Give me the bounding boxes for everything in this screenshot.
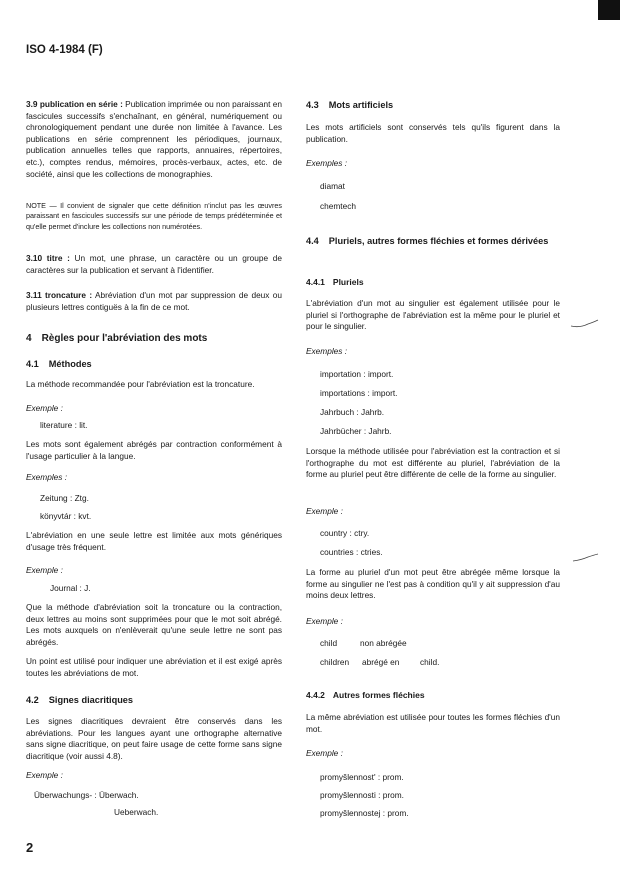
term-3-11: 3.11 troncature :	[26, 290, 93, 300]
section-4-1-para5: Un point est utilisé pour indiquer une abréviation et il est exigé après toutes les abréviations de mot.	[26, 656, 282, 678]
example-label: Exemple :	[26, 403, 63, 413]
example-item: child.	[420, 657, 440, 667]
section-4-2-para: Les signes diacritiques devraient être conservés dans les abréviations. Pour les langues ayant une orthographe alternative sans signe diacritique, on peut faire usage de cette forme sans signe diacritique (voir aussi 4.8).	[26, 716, 282, 761]
example-item: countries : ctries.	[320, 547, 383, 557]
example-item: importations : import.	[320, 388, 398, 398]
section-4-4-2-heading	[306, 690, 425, 700]
example-label: Exemples :	[306, 158, 348, 168]
section-4-4-2-title: Autres formes fléchies	[332, 690, 425, 700]
example-item: Journal : J.	[50, 583, 91, 593]
example-label: Exemples :	[306, 346, 348, 356]
section-4-number: 4	[26, 333, 32, 344]
corner-tab	[598, 0, 620, 20]
example-item: importation : import.	[320, 369, 394, 379]
section-4-4-number: 4.4	[306, 236, 319, 246]
example-item: Ueberwach.	[114, 807, 159, 817]
definition-3-9-text: Publication imprimée ou non paraissant en fascicules successifs s'enchaînant, en général, numériquement ou chronologiquement pendant une durée non limitée à l'avance. Les publications en série comprennent les périodiques, journaux, publication annuelles telles que rapports, annuaires, répertoires, etc.), comptes rendus, mémoires, procès-verbaux, actes, etc. de société, ainsi que les collections de monographies.	[26, 99, 282, 179]
example-item: promyšlennosti : prom.	[320, 790, 404, 800]
term-3-9: 3.9 publication en série :	[26, 99, 123, 109]
section-4-3-title: Mots artificiels	[328, 100, 394, 110]
definition-3-10-text: Un mot, une phrase, un caractère ou un groupe de caractères sur la publication et servant à l'identifier.	[26, 253, 282, 275]
example-item: chemtech	[320, 201, 356, 211]
page-number: 2	[26, 840, 34, 855]
example-label: Exemple :	[26, 565, 63, 575]
section-4-1-title: Méthodes	[48, 359, 92, 369]
example-item: promyšlennostej : prom.	[320, 808, 409, 818]
section-4-3-heading	[306, 99, 393, 112]
definition-3-10	[26, 253, 282, 276]
note: NOTE — Il convient de signaler que cette définition n'inclut pas les œuvres paraissant en fascicules successifs sur une période de temps prédéterminée et qu'elle permet d'inclure les collections non numérotées.	[26, 201, 282, 231]
example-item: children	[320, 657, 350, 667]
example-item: child	[320, 638, 338, 648]
example-label: Exemples :	[26, 472, 68, 482]
margin-mark	[572, 552, 600, 564]
example-item: non abrégée	[360, 638, 407, 648]
section-4-1-number: 4.1	[26, 359, 39, 369]
example-item: könyvtár : kvt.	[40, 511, 92, 521]
standard-code: ISO 4-1984 (F)	[26, 44, 103, 56]
example-item: promyšlennost' : prom.	[320, 772, 404, 782]
section-4-heading	[26, 333, 207, 344]
example-label: Exemple :	[306, 506, 343, 516]
section-4-1-heading	[26, 358, 92, 371]
section-4-4-2-para: La même abréviation est utilisée pour toutes les formes fléchies d'un mot.	[306, 712, 560, 734]
section-4-1-para4: Que la méthode d'abréviation soit la troncature ou la contraction, deux lettres au moins sont supprimées pour que le mot soit abrégé. Les mots auxquels on n'enlèverait qu'une seule lettre ne sont pas abrégés.	[26, 602, 282, 647]
section-4-1-para2: Les mots sont également abrégés par contraction conformément à l'usage particulier à la langue.	[26, 439, 282, 461]
example-label: Exemple :	[306, 616, 343, 626]
section-4-4-title: Pluriels, autres formes fléchies et formes dérivées	[328, 236, 549, 246]
example-item: Überwachungs- : Überwach.	[34, 790, 139, 800]
section-4-4-heading	[306, 235, 560, 248]
example-item: literature : lit.	[40, 420, 88, 430]
section-4-3-para: Les mots artificiels sont conservés tels qu'ils figurent dans la publication.	[306, 122, 560, 144]
example-item: diamat	[320, 181, 345, 191]
section-4-2-number: 4.2	[26, 695, 39, 705]
section-4-4-1-para3: La forme au pluriel d'un mot peut être abrégée même lorsque la forme au singulier ne l'est pas à condition qu'il y ait suppression d'au moins deux lettres.	[306, 567, 560, 601]
section-4-4-2-number: 4.4.2	[306, 690, 325, 700]
section-4-2-title: Signes diacritiques	[48, 695, 134, 705]
example-item: abrégé en	[362, 657, 400, 667]
example-label: Exemple :	[26, 770, 63, 780]
definition-3-11	[26, 290, 282, 313]
section-4-4-1-para1: L'abréviation d'un mot au singulier est également utilisée pour le pluriel si l'orthographe de l'abréviation est la même pour le pluriel et pour le singulier.	[306, 298, 560, 332]
section-4-4-1-title: Pluriels	[332, 277, 364, 287]
example-item: Jahrbuch : Jahrb.	[320, 407, 385, 417]
example-item: country : ctry.	[320, 528, 370, 538]
example-item: Jahrbücher : Jahrb.	[320, 426, 392, 436]
section-4-1-para1: La méthode recommandée pour l'abréviation est la troncature.	[26, 379, 255, 389]
term-3-10: 3.10 titre :	[26, 253, 70, 263]
section-4-4-1-heading	[306, 277, 364, 287]
section-4-title: Règles pour l'abréviation des mots	[41, 333, 208, 344]
example-item: Zeitung : Ztg.	[40, 493, 89, 503]
example-label: Exemple :	[306, 748, 343, 758]
section-4-1-para3: L'abréviation en une seule lettre est limitée aux mots génériques d'usage très fréquent.	[26, 530, 282, 552]
section-4-2-heading	[26, 694, 133, 707]
section-4-4-1-para2: Lorsque la méthode utilisée pour l'abréviation est la contraction et si l'orthographe du mot est différente au pluriel, l'abréviation de la forme au pluriel peut être différente de celle de la forme au singulier.	[306, 446, 560, 480]
section-4-4-1-number: 4.4.1	[306, 277, 325, 287]
section-4-3-number: 4.3	[306, 100, 319, 110]
definition-3-11-text: Abréviation d'un mot par suppression de deux ou plusieurs lettres contiguës à la fin de ce mot.	[26, 290, 282, 312]
margin-mark	[570, 318, 600, 330]
definition-3-9	[26, 99, 282, 180]
